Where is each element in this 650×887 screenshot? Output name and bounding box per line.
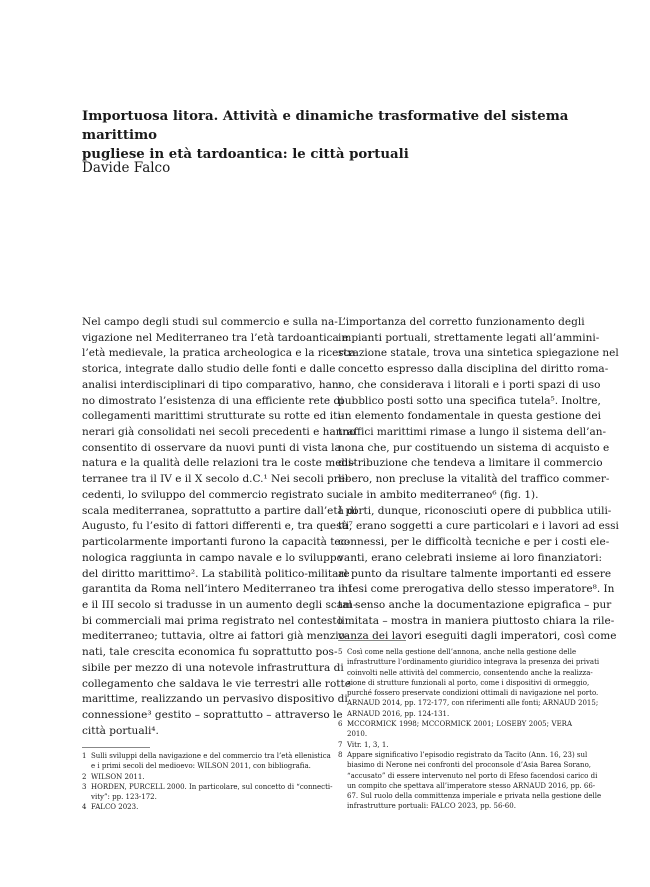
footnote-text: infrastrutture l’ordinamento giuridico integrava la presenza dei privati: [347, 658, 600, 667]
text-line: nerari già consolidati nei secoli precedenti e hanno: [82, 426, 356, 439]
footnote-line: [338, 760, 592, 770]
text-line: nati, tale crescita economica fu soprattutto pos-: [82, 646, 338, 659]
text-line: terranee tra il IV e il X secolo d.C.¹ Nei secoli pre-: [82, 473, 349, 486]
footnote-text: e i primi secoli del medioevo: WILSON 2011, con bibliografia.: [91, 762, 311, 771]
footnote-text: Sulli sviluppi della navigazione e del commercio tra l’età ellenistica: [91, 752, 331, 760]
text-line: nona che, pur costituendo un sistema di acquisto e: [338, 441, 610, 454]
footnote-line: [82, 751, 331, 761]
footnote-line: [82, 772, 316, 782]
text-line: città portuali⁴.: [82, 724, 159, 737]
footnote-line: [338, 801, 572, 811]
text-line: natura e la qualità delle relazioni tra le coste medi-: [82, 457, 356, 470]
text-line: nologica raggiunta in campo navale e lo sviluppo: [82, 551, 343, 564]
footnote-text: purché fossero preservate condizioni ottimali di navigazione nel porto.: [347, 689, 599, 698]
text-line: L’importanza del corretto funzionamento degli: [338, 316, 585, 328]
text-line: tà⁷ erano soggetti a cure particolari e i lavori ad essi: [338, 520, 619, 533]
text-line: analisi interdisciplinari di tipo comparativo, han-: [82, 378, 343, 391]
text-line: un elemento fondamentale in questa gestione dei: [338, 410, 601, 423]
text-line: garantita da Roma nell’intero Mediterraneo tra il I: [82, 583, 353, 596]
footnote-text: biasimo di Nerone nei confronti del proconsole d’Asia Barea Sorano,: [347, 761, 592, 770]
footnote-text: coinvolti nelle attività del commercio, consentendo anche la realizza-: [347, 668, 593, 677]
text-line: no, che considerava i litorali e i porti spazi di uso: [338, 378, 601, 391]
footnote-line: [338, 729, 572, 739]
footnote-text: Vitr. 1, 3, 1.: [347, 740, 389, 749]
text-line: scala mediterranea, soprattutto a partire dall’età di: [82, 504, 358, 517]
text-line: I porti, dunque, riconosciuti opere di pubblica utili-: [338, 504, 612, 517]
footnote-number: 1: [82, 752, 87, 760]
footnote-line: [82, 802, 316, 812]
text-line: consentito di osservare da nuovi punti di vista la: [82, 441, 341, 454]
text-line: del diritto marittimo². La stabilità politico-militare: [82, 567, 350, 580]
footnote-text: infrastrutture portuali: FALCO 2023, pp. 56-60.: [347, 802, 516, 811]
footnote-line: [338, 771, 598, 781]
text-line: strazione statale, trova una sintetica spiegazione nel: [338, 347, 619, 360]
footnote-text: Appare significativo l’episodio registrato da Tacito (Ann. 16, 23) sul: [347, 750, 588, 759]
footnote-line: [82, 792, 316, 802]
text-line: vigazione nel Mediterraneo tra l’età tardoantica e: [82, 331, 349, 344]
text-line: connessi, per le difficoltà tecniche e per i costi ele-: [338, 536, 610, 549]
text-line: l’età medievale, la pratica archeologica e la ricerca: [82, 347, 356, 360]
footnote-text: WILSON 2011.: [91, 772, 145, 781]
text-line: cedenti, lo sviluppo del commercio registrato su: [82, 488, 340, 501]
text-line: collegamento che saldava le vie terrestri alle rotte: [82, 677, 351, 690]
footnote-line: [338, 678, 590, 688]
text-line: traffici marittimi rimase a lungo il sistema dell’an-: [338, 426, 607, 439]
footnote-text: FALCO 2023.: [91, 803, 139, 812]
footnote-line: [338, 781, 596, 791]
text-line: al punto da risultare talmente importanti ed essere: [338, 567, 612, 580]
text-line: concetto espresso dalla disciplina del diritto roma-: [338, 363, 609, 376]
footnote-number: 3: [82, 782, 87, 791]
text-line: intesi come prerogativa dello stesso imperatore⁸. In: [338, 583, 615, 596]
text-line: libero, non precluse la vitalità del traffico commer-: [338, 473, 610, 486]
footnote-line: [338, 647, 577, 657]
footnote-line: [82, 782, 333, 792]
footnote-text: 2010.: [347, 730, 368, 739]
footnote-number: 8: [338, 750, 343, 759]
article-title: [82, 107, 582, 164]
text-line: Augusto, fu l’esito di fattori differenti e, tra questi,: [82, 520, 353, 533]
text-line: vanti, erano celebrati insieme ai loro finanziatori:: [338, 551, 603, 564]
footnote-text: HORDEN, PURCELL 2000. In particolare, sul concetto di “connecti-: [91, 782, 333, 791]
text-line: limitata – mostra in maniera piuttosto chiara la rile-: [338, 614, 615, 627]
text-line: e il III secolo si tradusse in un aumento degli scam-: [82, 598, 357, 611]
body-column-right: [338, 315, 619, 645]
footnote-number: 7: [338, 740, 343, 749]
footnotes-left: [82, 751, 333, 813]
footnote-line: [338, 688, 599, 698]
footnote-number: 2: [82, 772, 87, 781]
text-line: sibile per mezzo di una notevole infrastruttura di: [82, 661, 344, 674]
footnote-line: [338, 698, 599, 708]
text-line: impianti portuali, strettamente legati all’ammini-: [338, 331, 600, 344]
footnote-number: 5: [338, 648, 343, 656]
footnote-line: [338, 709, 572, 719]
footnote-line: [338, 719, 572, 729]
text-line: bi commerciali mai prima registrato nel contesto: [82, 614, 343, 627]
footnote-text: “accusato” di essere intervenuto nel porto di Efeso facendosi carico di: [347, 771, 598, 780]
footnote-line: [338, 657, 600, 667]
footnote-line: [82, 761, 316, 771]
footnote-text: Così come nella gestione dell’annona, anche nella gestione delle: [347, 648, 577, 656]
footnote-text: ARNAUD 2016, pp. 124-131.: [347, 709, 450, 718]
text-line: no dimostrato l’esistenza di una efficiente rete di: [82, 394, 344, 407]
text-line: ciale in ambito mediterraneo⁶ (fig. 1).: [338, 488, 539, 501]
footnote-text: MCCORMICK 1998; MCCORMICK 2001; LOSEBY 2005; VERA: [347, 720, 572, 729]
text-line: Nel campo degli studi sul commercio e sulla na-: [82, 316, 338, 328]
footnote-text: 67. Sul ruolo della committenza imperiale e privata nella gestione delle: [347, 792, 602, 801]
text-line: storica, integrate dallo studio delle fonti e dalle: [82, 363, 336, 376]
article-title-line-2: pugliese in età tardoantica: le città portuali: [82, 147, 409, 162]
text-line: mediterraneo; tuttavia, oltre ai fattori già menzio-: [82, 630, 349, 643]
footnote-line: [338, 668, 593, 678]
text-line: collegamenti marittimi strutturate su rotte ed iti-: [82, 410, 345, 423]
footnote-line: [338, 740, 572, 750]
footnote-number: 6: [338, 720, 343, 729]
footnote-divider-left: [82, 747, 150, 748]
text-line: vanza dei lavori eseguiti dagli imperatori, così come: [338, 630, 617, 643]
footnotes-right: [338, 647, 602, 812]
text-line: tal senso anche la documentazione epigrafica – pur: [338, 598, 612, 611]
footnote-text: un compito che spettava all’imperatore stesso ARNAUD 2016, pp. 66-: [347, 781, 596, 790]
footnote-line: [338, 791, 602, 801]
text-line: distribuzione che tendeva a limitare il commercio: [338, 457, 603, 470]
footnote-line: [338, 750, 588, 760]
text-line: connessione³ gestito – soprattutto – attraverso le: [82, 708, 343, 721]
text-line: marittime, realizzando un pervasivo dispositivo di: [82, 693, 348, 706]
footnote-text: ARNAUD 2014, pp. 172-177, con riferimenti alle fonti; ARNAUD 2015;: [347, 699, 599, 708]
footnote-divider-right: [338, 640, 406, 641]
text-line: pubblico posti sotto una specifica tutela⁵. Inoltre,: [338, 394, 601, 407]
text-line: particolarmente importanti furono la capacità tec-: [82, 536, 351, 549]
footnote-text: vity”: pp. 123-172.: [91, 793, 157, 802]
footnote-text: zione di strutture funzionali al porto, come i dispositivi di ormeggio,: [347, 678, 590, 687]
footnote-number: 4: [82, 803, 87, 812]
article-title-line-1: Importuosa litora. Attività e dinamiche trasformative del sistema marittimo: [82, 109, 569, 143]
article-author: Davide Falco: [82, 160, 171, 176]
